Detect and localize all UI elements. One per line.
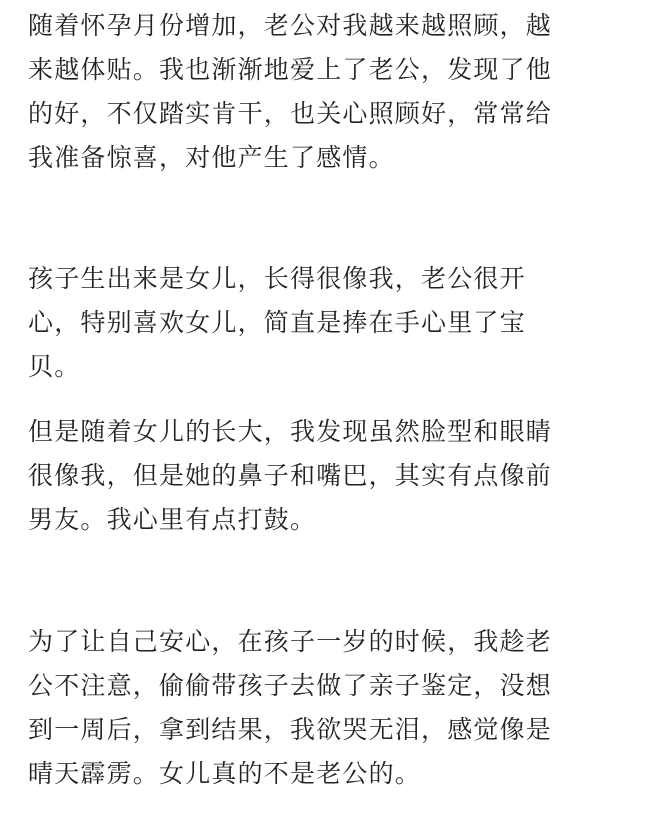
text-line: 我准备惊喜，对他产生了感情。: [28, 143, 395, 172]
text-line: 男友。我心里有点打鼓。: [28, 505, 317, 534]
text-line: 来越体贴。我也渐渐地爱上了老公，发现了他: [28, 55, 553, 84]
paragraph-2: [28, 257, 526, 389]
paragraph-3: [28, 410, 552, 542]
text-line: 很像我，但是她的鼻子和嘴巴，其实有点像前: [28, 461, 553, 490]
text-line: 公不注意，偷偷带孩子去做了亲子鉴定，没想: [28, 671, 553, 700]
text-line: 孩子生出来是女儿，长得很像我，老公很开: [28, 264, 526, 293]
paragraph-4: [28, 620, 552, 796]
text-line: 的好，不仅踏实肯干，也关心照顾好，常常给: [28, 99, 553, 128]
paragraph-1: [28, 4, 552, 180]
text-line: 但是随着女儿的长大，我发现虽然脸型和眼睛: [28, 417, 553, 446]
text-line: 晴天霹雳。女儿真的不是老公的。: [28, 759, 422, 788]
text-line: 随着怀孕月份增加，老公对我越来越照顾，越: [28, 11, 553, 40]
text-line: 贝。: [28, 352, 81, 381]
text-line: 心，特别喜欢女儿，简直是捧在手心里了宝: [28, 308, 526, 337]
text-line: 到一周后，拿到结果，我欲哭无泪，感觉像是: [28, 715, 553, 744]
text-line: 为了让自己安心，在孩子一岁的时候，我趁老: [28, 627, 553, 656]
